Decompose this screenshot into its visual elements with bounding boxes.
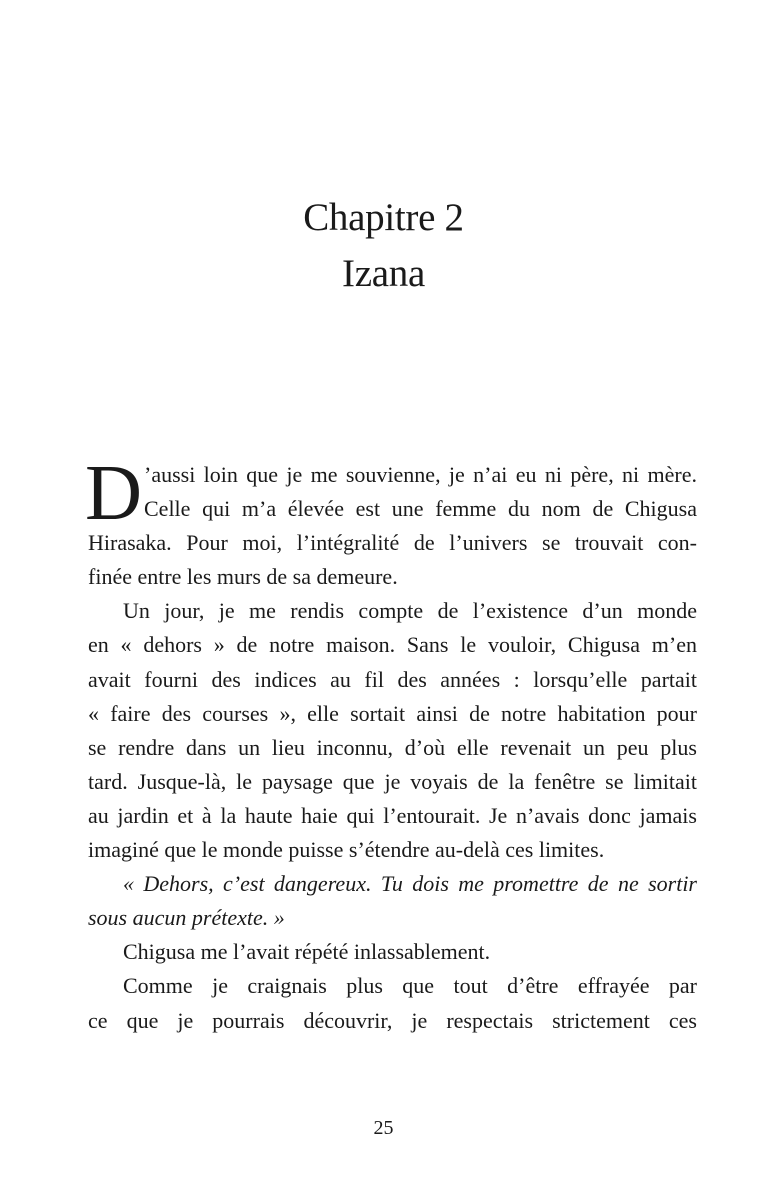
paragraph-line: se rendre dans un lieu inconnu, d’où elle revenait un peu plus <box>88 734 697 760</box>
paragraph-line: Hirasaka. Pour moi, l’intégralité de l’univers se trouvait con- <box>88 530 697 556</box>
paragraph-line: avait fourni des indices au fil des années : lorsqu’elle partait <box>88 666 697 692</box>
paragraph-line: Comme je craignais plus que tout d’être effrayée par <box>123 973 697 999</box>
paragraph-line: « faire des courses », elle sortait ainsi de notre habitation pour <box>88 700 697 726</box>
paragraph-line: finée entre les murs de sa demeure. <box>88 564 398 590</box>
paragraph-line: ’aussi loin que je me souvienne, je n’ai eu ni père, ni mère. <box>144 462 697 487</box>
paragraph-line: Un jour, je me rendis compte de l’existence d’un monde <box>123 598 697 624</box>
page-number: 25 <box>373 1117 394 1139</box>
chapter-number: Chapitre 2 <box>303 196 464 239</box>
paragraph-line: ce que je pourrais découvrir, je respectais strictement ces <box>88 1007 697 1033</box>
drop-cap: D <box>85 450 143 537</box>
quote-line: sous aucun prétexte. » <box>88 905 285 931</box>
paragraph-line: imaginé que le monde puisse s’étendre au-delà ces limites. <box>88 837 605 863</box>
quote-line: « Dehors, c’est dangereux. Tu dois me promettre de ne sortir <box>123 871 697 897</box>
paragraph-line: tard. Jusque-là, le paysage que je voyais de la fenêtre se limitait <box>88 768 697 794</box>
chapter-body-text <box>85 450 697 1038</box>
paragraph-line: Celle qui m’a élevée est une femme du nom de Chigusa <box>144 496 697 522</box>
paragraph-line: au jardin et à la haute haie qui l’entourait. Je n’avais donc jamais <box>88 802 697 828</box>
paragraph-line: Chigusa me l’avait répété inlassablement. <box>123 939 491 965</box>
chapter-title: Izana <box>342 252 425 295</box>
paragraph-line: en « dehors » de notre maison. Sans le vouloir, Chigusa m’en <box>88 632 697 658</box>
chapter-heading <box>0 190 767 302</box>
